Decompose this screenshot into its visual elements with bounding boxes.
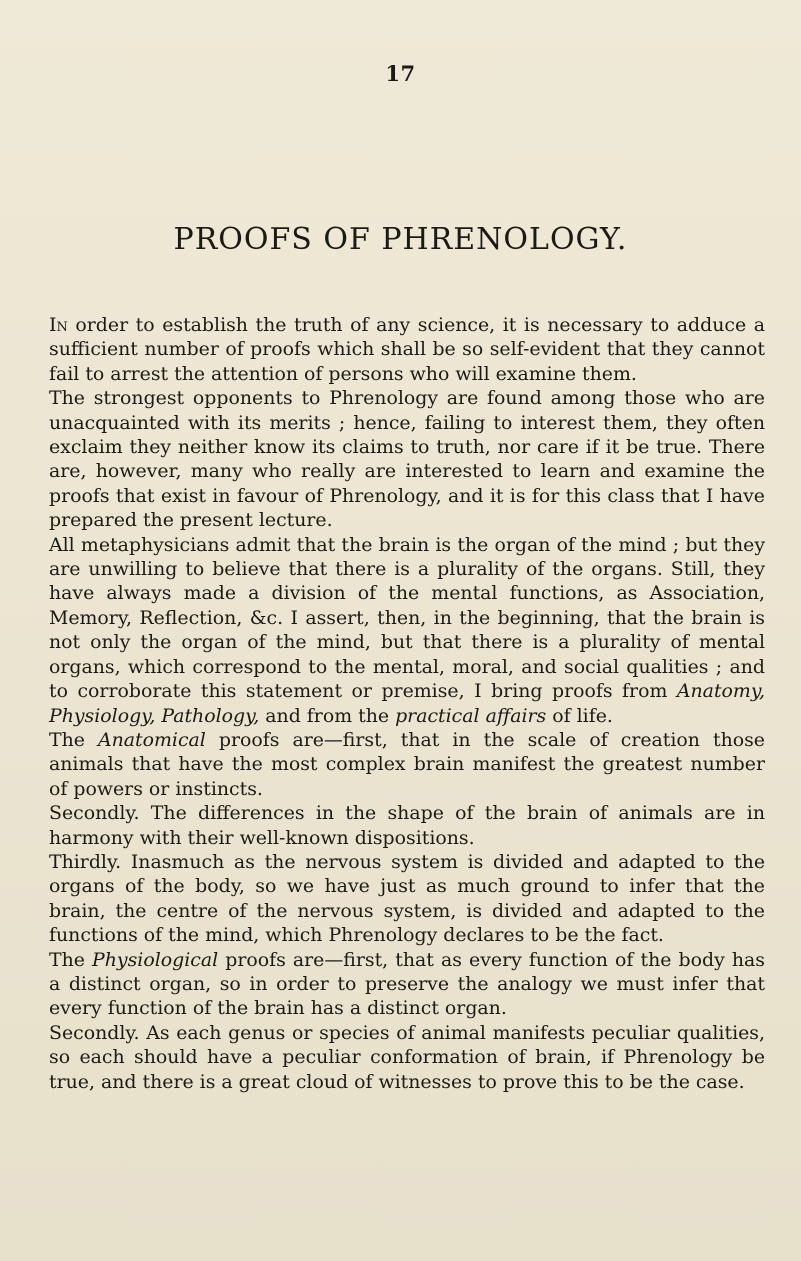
text-segment: practical affairs <box>395 704 547 727</box>
chapter-title: PROOFS OF PHRENOLOGY. <box>173 222 628 257</box>
text-segment: order to establish the truth of any science, it is necessary to adduce a sufficient number of proofs which shall be so self-evident that they cannot fail to arrest the attention of persons who will examine them. <box>49 314 765 385</box>
paragraph <box>49 313 765 386</box>
text-segment: proofs are—first, that as every function of the body has a distinct organ, so in order to preserve the analogy we must infer that every function of the brain has a distinct organ. <box>49 948 765 1020</box>
text-segment: All metaphysicians admit that the brain is the organ of the mind ; but they are unwilling to believe that there is a plurality of the organs. Still, they have always made a division of the mental functions, as Association, Memory, Reflection, &c. I assert, then, in the beginning, that the brain is not only the organ of the mind, but that there is a plurality of mental organs, which correspond to the mental, moral, and social qualities ; and to corroborate this statement or premise, I bring proofs from <box>49 533 765 703</box>
text-segment: The <box>49 948 93 971</box>
paragraph <box>49 850 765 948</box>
text-segment: Thirdly. Inasmuch as the nervous system is divided and adapted to the organs of the body, so we have just as much ground to infer that the brain, the centre of the nervous system, is divided and adapted to the functions of the mind, which Phrenology declares to be the fact. <box>49 850 765 947</box>
text-segment: and from the <box>259 704 396 727</box>
paragraph <box>49 1021 765 1094</box>
paragraph <box>49 533 765 728</box>
text-segment: In <box>49 314 68 336</box>
text-segment: of life. <box>546 704 613 727</box>
paragraph <box>49 801 765 850</box>
paragraph <box>49 948 765 1021</box>
text-segment: Secondly. The differences in the shape of the brain of animals are in harmony with their well-known dispositions. <box>49 802 765 849</box>
body-text <box>49 313 765 1094</box>
page-number: 17 <box>385 61 416 86</box>
paragraph <box>49 728 765 801</box>
text-segment: Physiological <box>92 948 219 971</box>
text-segment: The strongest opponents to Phrenology are found among those who are unacquainted with its merits ; hence, failing to interest them, they often exclaim they neither know its claims to truth, nor care if it be true. There are, however, many who really are interested to learn and examine the proofs that exist in favour of Phrenology, and it is for this class that I have prepared the present lecture. <box>49 387 765 532</box>
text-segment: Anatomy, Physiology, Pathology, <box>49 680 765 727</box>
text-segment: Anatomical <box>97 728 206 751</box>
text-segment: The <box>49 728 98 751</box>
text-segment: Secondly. As each genus or species of animal manifests peculiar qualities, so each should have a peculiar conformation of brain, if Phrenology be true, and there is a great cloud of witnesses to prove this to be the case. <box>49 1021 765 1093</box>
text-segment: proofs are—first, that in the scale of creation those animals that have the most complex brain manifest the greatest number of powers or instincts. <box>49 728 765 800</box>
paragraph <box>49 386 765 532</box>
